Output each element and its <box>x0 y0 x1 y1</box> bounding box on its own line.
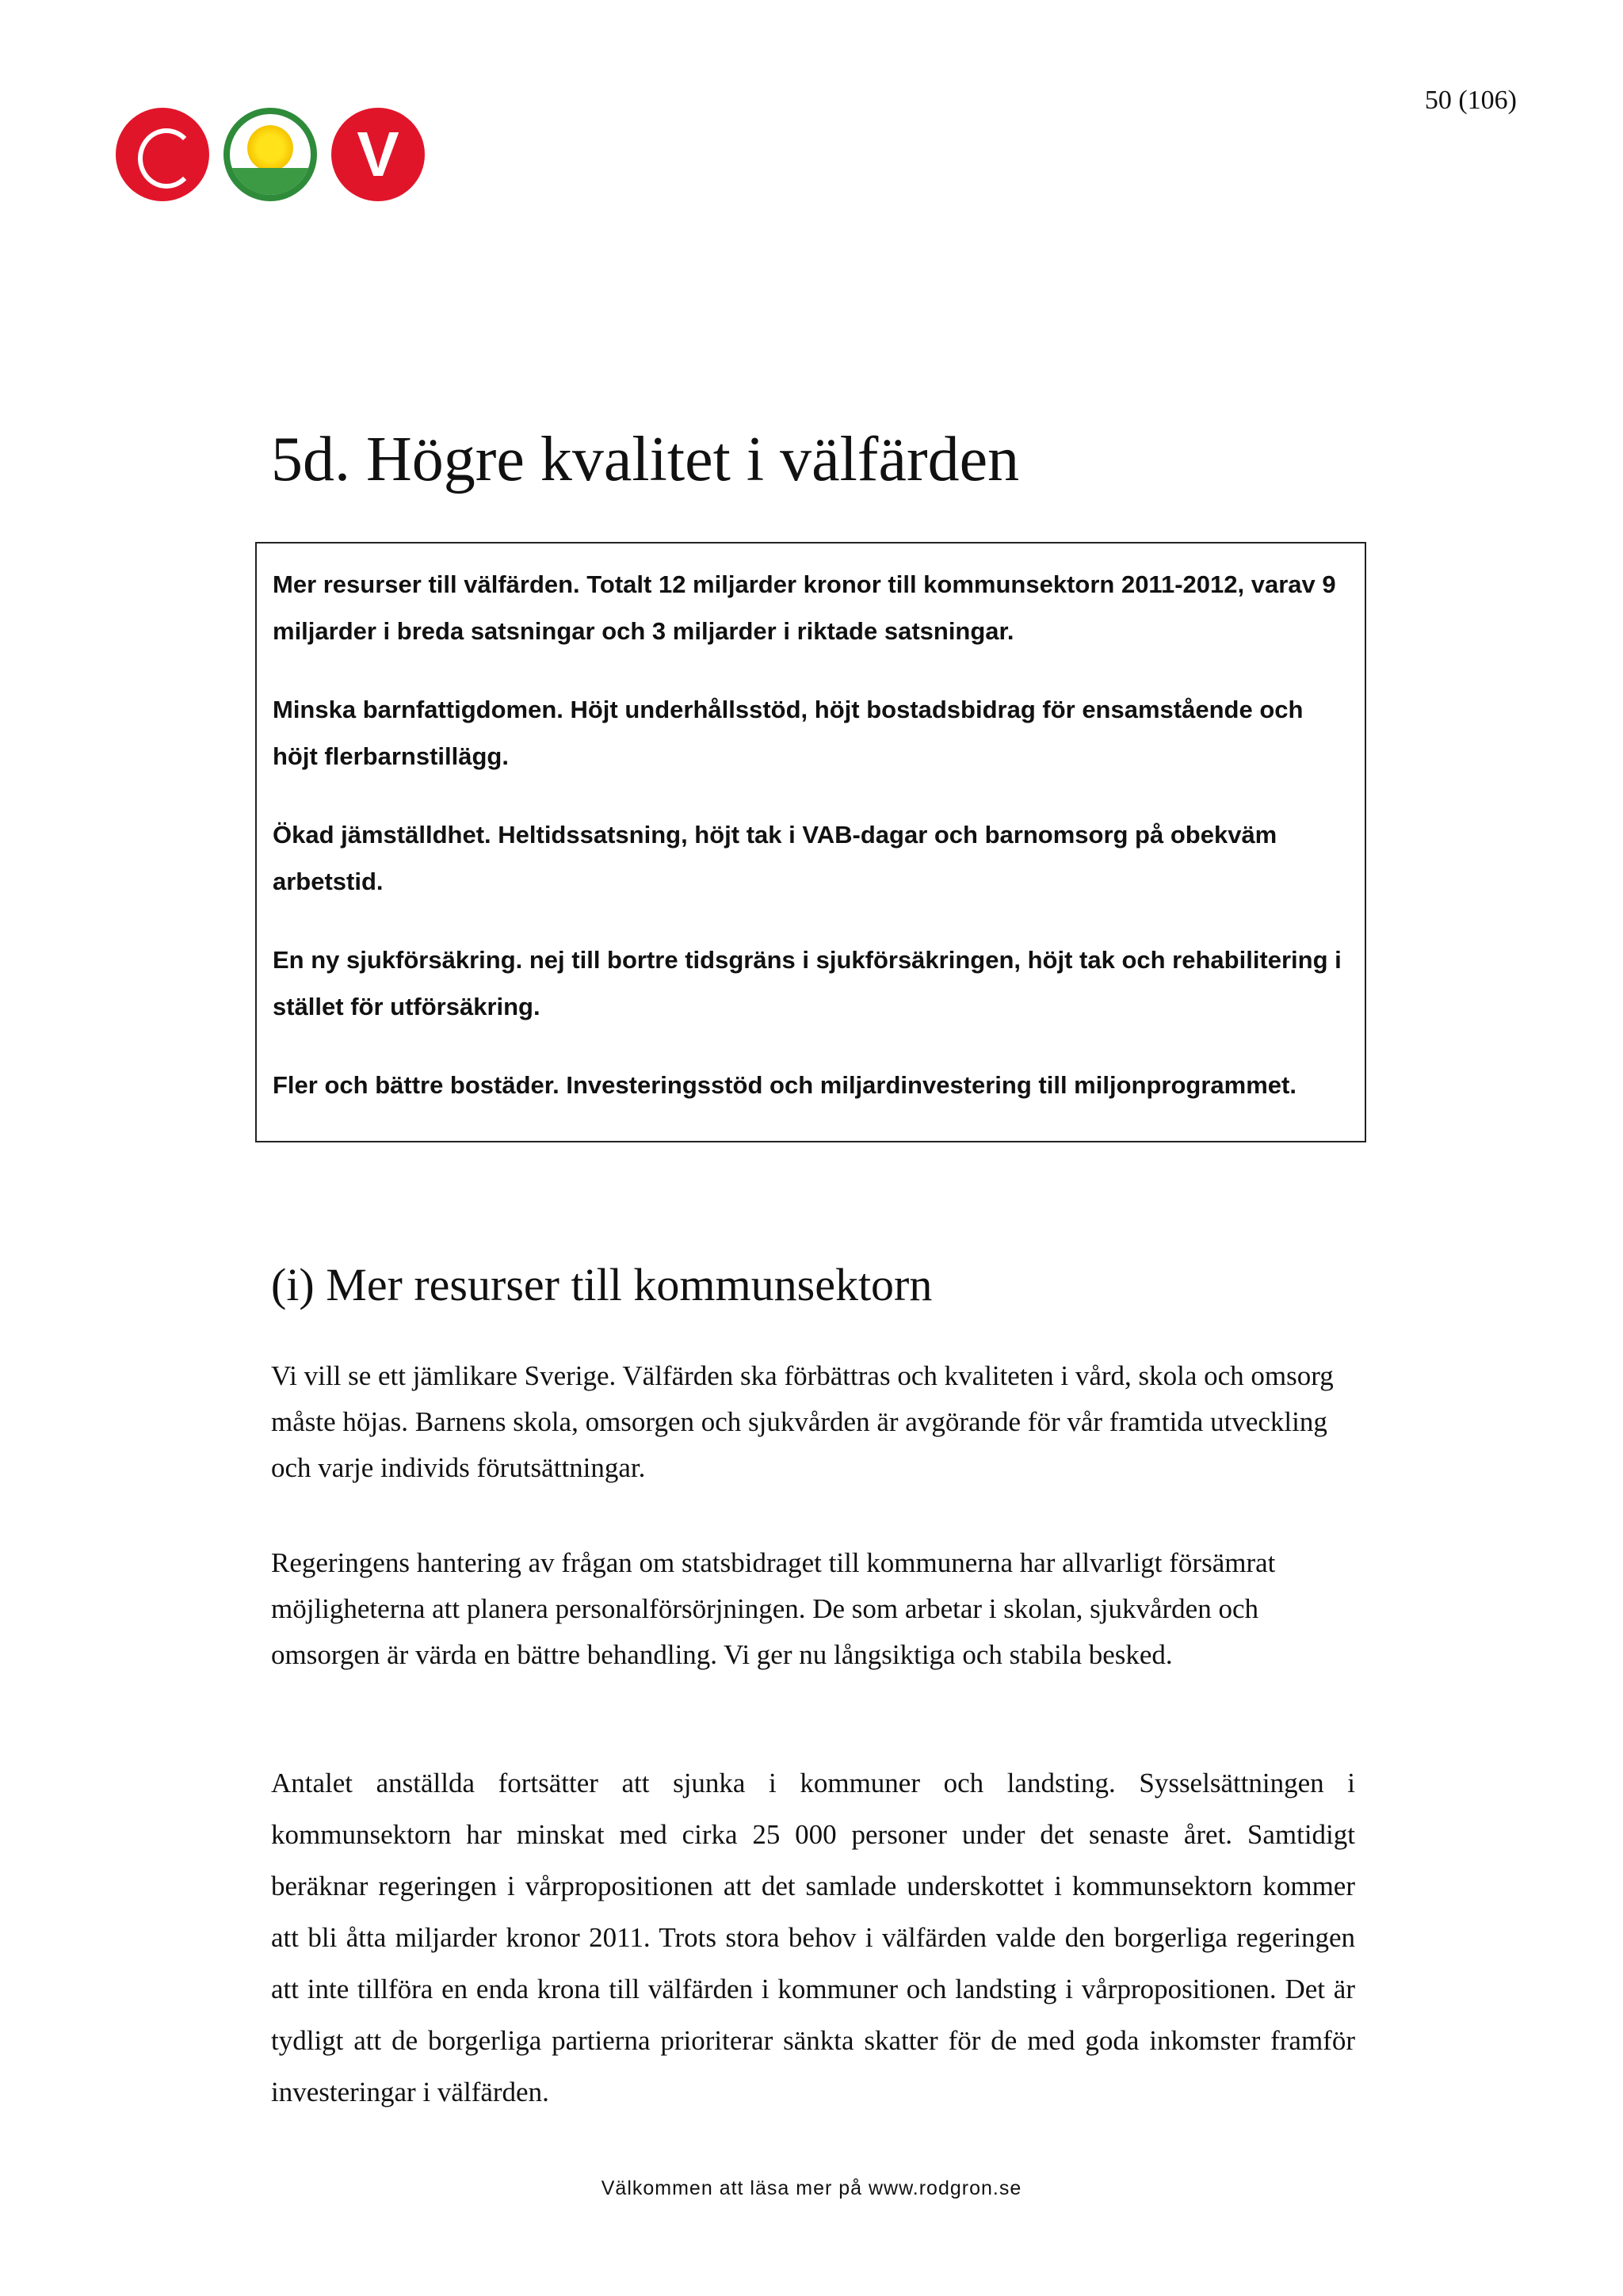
body-paragraph: Vi vill se ett jämlikare Sverige. Välfärden ska förbättras och kvaliteten i vård, skola och omsorg måste höjas. Barnens skola, omsorgen och sjukvården är avgörande för vår framtida utveckling och varje individs förutsättningar. <box>271 1360 1334 1483</box>
body-paragraph: Antalet anställda fortsätter att sjunka i kommuner och landsting. Sysselsättningen i kommunsektorn har minskat med cirka 25 000 personer under det senaste året. Samtidigt beräknar regeringen i vårpropositionen att det samlade underskottet i kommunsektorn kommer att bli åtta miljarder kronor 2011. Trots stora behov i välfärden valde den borgerliga regeringen att inte tillföra en enda krona till välfärden i kommuner och landsting i vårpropositionen. Det är tydligt att de borgerliga partierna prioriterar sänkta skatter för de med goda inkomster framför investeringar i välfärden. <box>271 1768 1355 2107</box>
summary-item: Fler och bättre bostäder. Investeringsstöd och miljardinvestering till miljonprogrammet. <box>273 1071 1296 1099</box>
body-paragraph: Regeringens hantering av frågan om statsbidraget till kommunerna har allvarligt försämrat möjligheterna att planera personalförsörjningen. De som arbetar i skolan, sjukvården och omsorgen är värda en bättre behandling. Vi ger nu långsiktiga och stabila besked. <box>271 1547 1276 1670</box>
miljopartiet-dandelion-logo <box>223 108 317 201</box>
summary-item: Minska barnfattigdomen. Höjt underhållsstöd, höjt bostadsbidrag för ensamstående och höjt flerbarnstillägg. <box>273 696 1304 770</box>
summary-item: En ny sjukförsäkring. nej till bortre tidsgräns i sjukförsäkringen, höjt tak och rehabilitering i stället för utförsäkring. <box>273 946 1342 1020</box>
socialdemokraterna-rose-logo <box>116 108 209 201</box>
page-number: 50 (106) <box>1424 86 1517 115</box>
party-logos <box>116 108 425 201</box>
page-title: 5d. Högre kvalitet i välfärden <box>271 425 1020 494</box>
summary-box <box>255 542 1366 1142</box>
footer-link-text: Välkommen att läsa mer på www.rodgron.se <box>601 2177 1022 2199</box>
vansterpartiet-v-logo: V <box>331 108 425 201</box>
summary-item: Mer resurser till välfärden. Totalt 12 miljarder kronor till kommunsektorn 2011-2012, varav 9 miljarder i breda satsningar och 3 miljarder i riktade satsningar. <box>273 570 1336 645</box>
summary-item: Ökad jämställdhet. Heltidssatsning, höjt tak i VAB-dagar och barnomsorg på obekväm arbetstid. <box>273 821 1277 895</box>
section-heading: (i) Mer resurser till kommunsektorn <box>271 1259 933 1310</box>
